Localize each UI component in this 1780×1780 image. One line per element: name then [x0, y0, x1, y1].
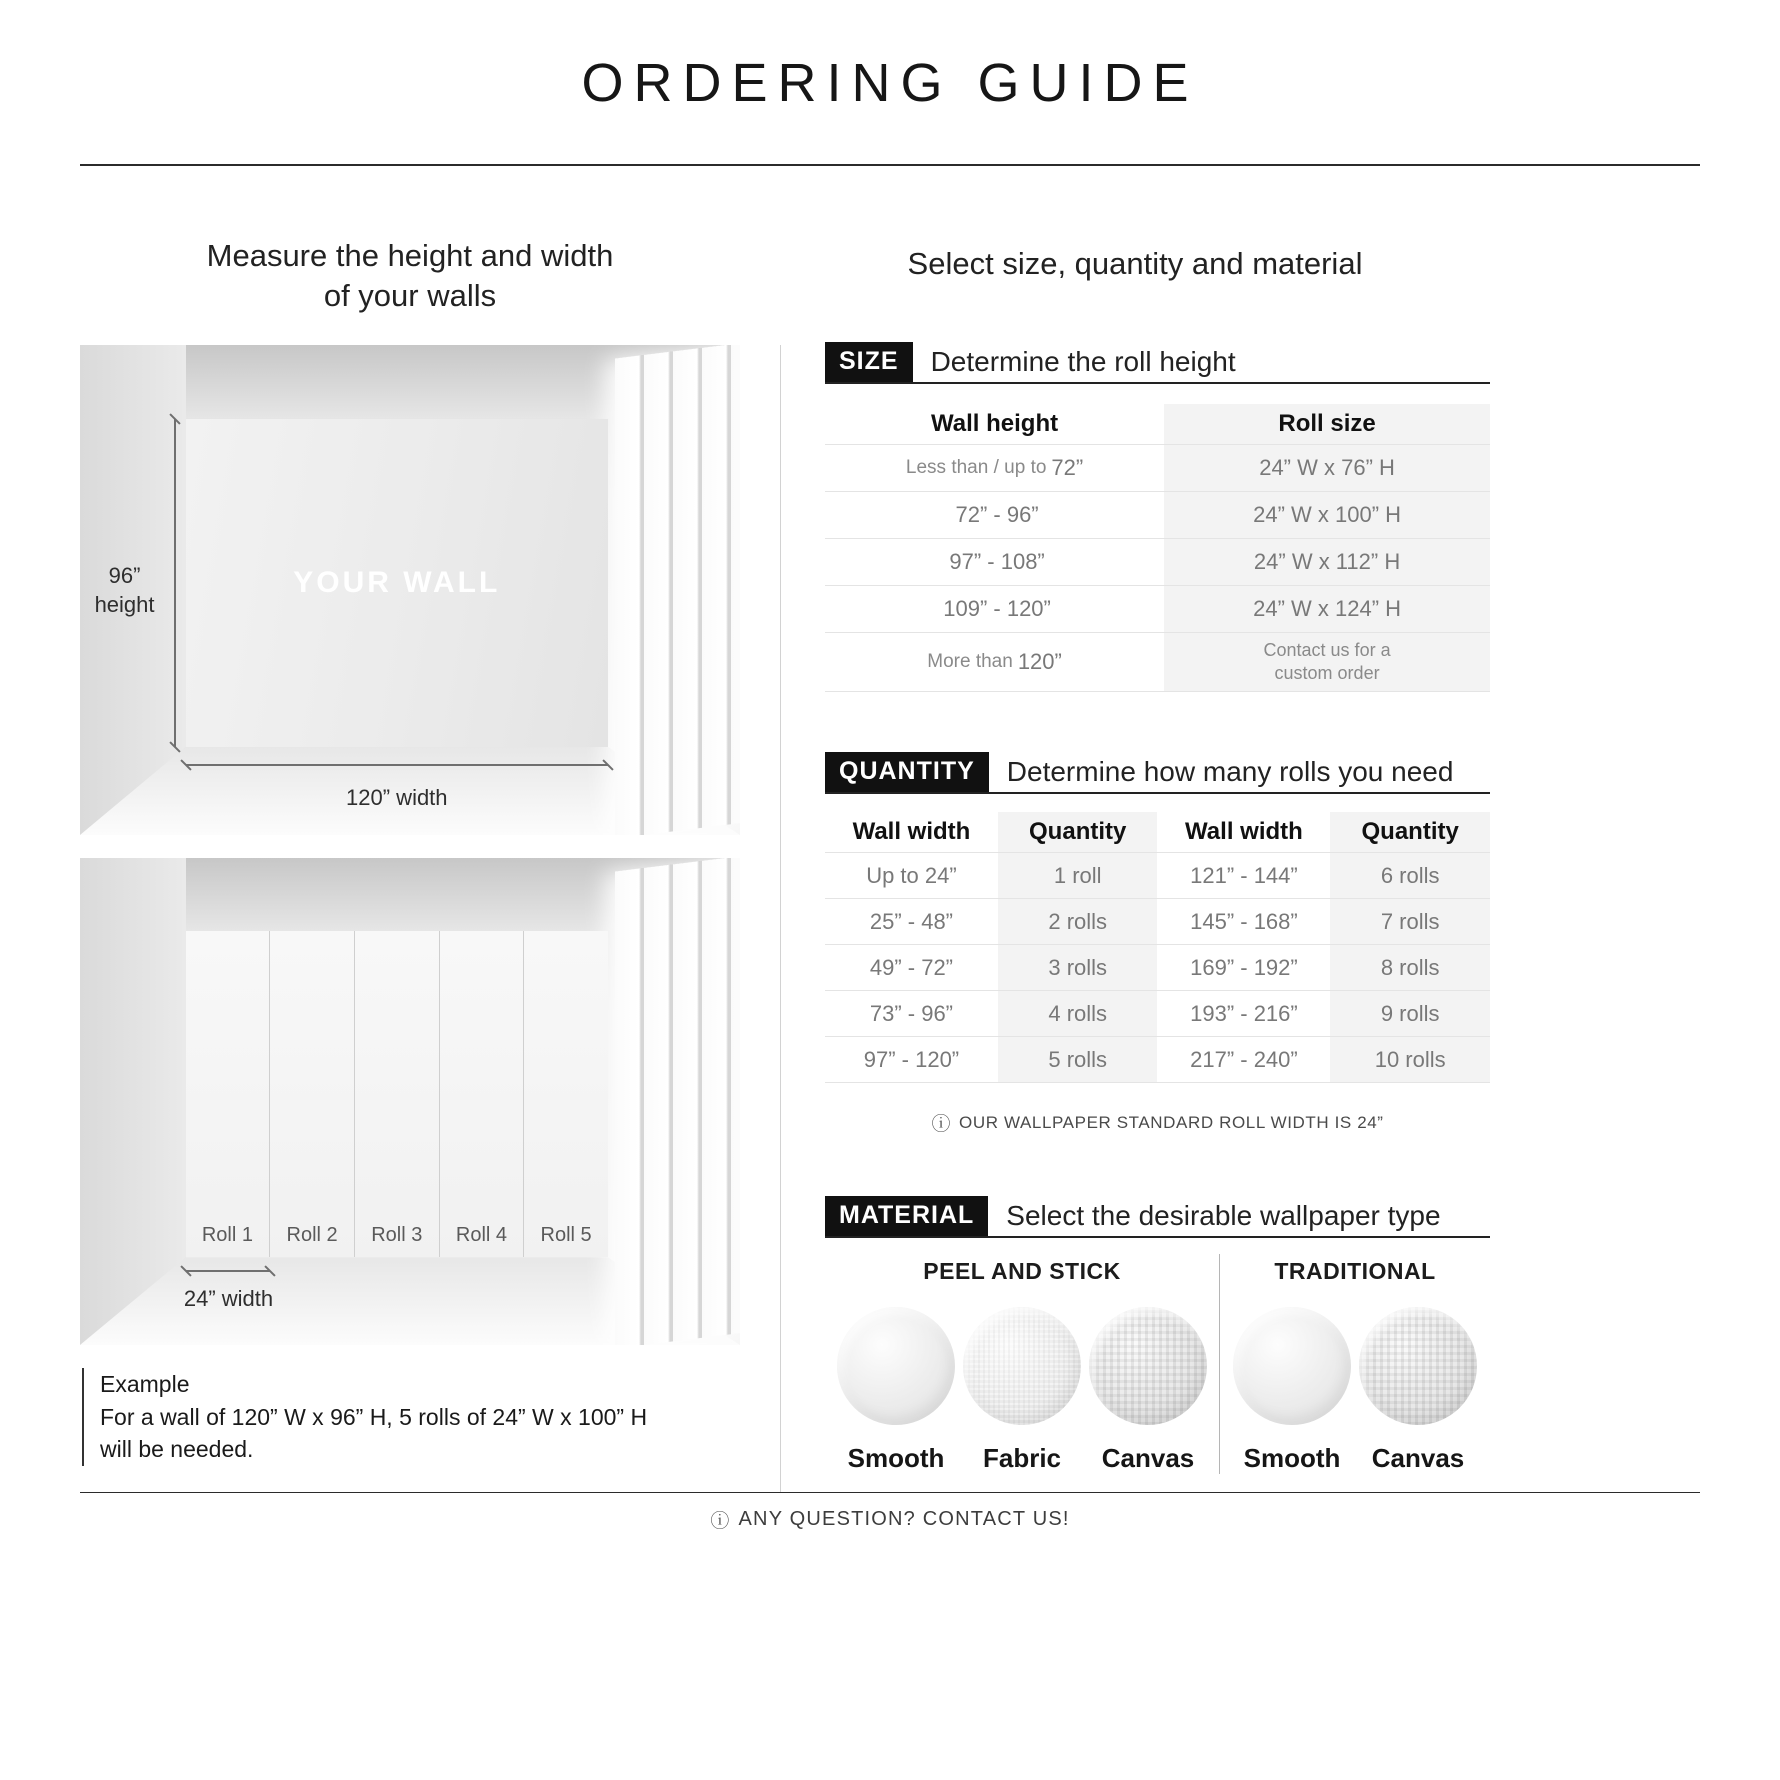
quantity-cell: 10 rolls — [1330, 1037, 1490, 1082]
roll-panel — [440, 931, 525, 1257]
swatch-row — [825, 1307, 1219, 1425]
wall-height-prefix: Less than / up to — [905, 457, 1047, 478]
column-divider — [780, 345, 781, 1492]
wall-width-cell: 49” - 72” — [869, 954, 954, 980]
size-table-row — [825, 633, 1490, 692]
roll-size-cell: 24” W x 76” H — [1164, 445, 1490, 491]
wall-height-label — [80, 561, 169, 620]
size-table-header-row — [825, 404, 1490, 445]
roll-size-cell-custom-order — [1164, 633, 1490, 691]
wall-width-cell: 169” - 192” — [1190, 954, 1298, 980]
roll-width-note-text: OUR WALLPAPER STANDARD ROLL WIDTH IS 24” — [959, 1112, 1384, 1132]
material-section-header — [825, 1196, 1490, 1238]
custom-order-line-2: custom order — [1274, 663, 1380, 683]
quantity-section-header — [825, 752, 1490, 794]
wall-height-value: 72” — [1051, 455, 1084, 480]
footer-note — [0, 1506, 1780, 1533]
wall-height-cell — [825, 445, 1164, 491]
footer-divider — [80, 1492, 1700, 1493]
roll-size-cell: 24” W x 100” H — [1164, 492, 1490, 538]
room-window — [615, 858, 740, 1345]
info-icon: ⓘ — [710, 1511, 731, 1532]
roll-width-note — [825, 1109, 1490, 1136]
swatch-smooth — [837, 1307, 955, 1425]
quantity-cell: 1 roll — [998, 853, 1158, 898]
right-column-heading: Select size, quantity and material — [907, 246, 1363, 281]
quantity-badge: QUANTITY — [825, 752, 989, 792]
quantity-cell: 3 rolls — [998, 945, 1158, 990]
roll-panel — [186, 931, 271, 1257]
roll-panels — [186, 931, 608, 1257]
quantity-col-header: Wall width — [1185, 818, 1303, 845]
quantity-cell: 6 rolls — [1330, 853, 1490, 898]
swatch-fabric — [963, 1307, 1081, 1425]
left-heading-line-2: of your walls — [323, 277, 497, 313]
roll-width-dimension-line — [186, 1270, 270, 1272]
swatch-row — [1220, 1307, 1490, 1425]
wall-width-cell: 73” - 96” — [869, 1000, 954, 1026]
swatch-label-canvas: Canvas — [1101, 1443, 1195, 1473]
quantity-cell: 7 rolls — [1330, 899, 1490, 944]
size-table-row — [825, 539, 1490, 586]
example-line-2: will be needed. — [100, 1436, 254, 1463]
quantity-table-row — [825, 945, 1490, 991]
size-col-header-wall-height: Wall height — [931, 410, 1059, 437]
page-title: ORDERING GUIDE — [581, 53, 1199, 113]
wall-width-cell: 217” - 240” — [1190, 1046, 1298, 1072]
size-subtitle: Determine the roll height — [930, 346, 1236, 377]
quantity-col-header: Wall width — [852, 818, 971, 845]
quantity-table — [825, 812, 1490, 1083]
wall-height-word: height — [94, 592, 155, 618]
quantity-cell: 4 rolls — [998, 991, 1158, 1036]
example-line-1: For a wall of 120” W x 96” H, 5 rolls of 24” W x 100” H — [100, 1403, 648, 1430]
wall-width-label: 120” width — [346, 785, 448, 811]
quantity-subtitle: Determine how many rolls you need — [1006, 756, 1454, 787]
quantity-col-header: Quantity — [1330, 812, 1490, 852]
wall-height-cell — [825, 586, 1164, 632]
size-table-row — [825, 586, 1490, 633]
roll-label: Roll 2 — [286, 1224, 338, 1247]
quantity-table-row — [825, 853, 1490, 899]
wall-width-cell: 97” - 120” — [863, 1046, 960, 1072]
room-illustration-rolls — [80, 858, 740, 1345]
quantity-cell: 8 rolls — [1330, 945, 1490, 990]
wall-height-value: 109” - 120” — [943, 596, 1051, 621]
swatch-canvas — [1359, 1307, 1477, 1425]
wall-width-cell: 193” - 216” — [1190, 1000, 1298, 1026]
size-section — [825, 342, 1490, 692]
roll-size-cell: 24” W x 112” H — [1164, 539, 1490, 585]
wall-height-value: 97” - 108” — [949, 549, 1045, 574]
quantity-section — [825, 752, 1490, 1136]
roll-width-label: 24” width — [183, 1285, 274, 1311]
wall-width-cell: 25” - 48” — [869, 908, 954, 934]
wall-height-cell — [825, 539, 1164, 585]
material-group-traditional — [1219, 1254, 1490, 1474]
size-table-row — [825, 492, 1490, 539]
your-wall-label: YOUR WALL — [293, 565, 501, 599]
quantity-cell: 9 rolls — [1330, 991, 1490, 1036]
room-illustration-measure — [80, 345, 740, 835]
size-col-header-roll-size: Roll size — [1164, 404, 1490, 444]
wall-height-value: 120” — [1017, 649, 1062, 674]
quantity-table-row — [825, 899, 1490, 945]
quantity-col-header: Quantity — [998, 812, 1158, 852]
swatch-label-smooth: Smooth — [847, 1443, 945, 1473]
wall-width-cell: 121” - 144” — [1190, 862, 1298, 888]
material-subtitle: Select the desirable wallpaper type — [1006, 1200, 1441, 1231]
example-note — [82, 1368, 730, 1466]
left-heading-line-1: Measure the height and width — [206, 238, 614, 273]
example-title: Example — [100, 1371, 190, 1397]
title-divider — [80, 164, 1700, 166]
height-dimension-line — [174, 419, 176, 747]
wall-width-cell: 145” - 168” — [1190, 908, 1298, 934]
quantity-cell: 5 rolls — [998, 1037, 1158, 1082]
width-dimension-line — [186, 764, 608, 766]
material-groups — [825, 1254, 1490, 1474]
your-wall — [186, 419, 608, 747]
quantity-cell: 2 rolls — [998, 899, 1158, 944]
wall-height-cell — [825, 633, 1164, 691]
roll-label: Roll 3 — [371, 1224, 423, 1247]
material-group-peel-and-stick — [825, 1254, 1219, 1474]
wall-height-value: 96” — [108, 562, 141, 588]
roll-size-cell: 24” W x 124” H — [1164, 586, 1490, 632]
swatch-label-fabric: Fabric — [982, 1443, 1062, 1473]
roll-panel — [355, 931, 440, 1257]
size-badge: SIZE — [825, 342, 913, 382]
swatch-canvas — [1089, 1307, 1207, 1425]
quantity-table-row — [825, 991, 1490, 1037]
size-table — [825, 404, 1490, 692]
swatch-labels — [1220, 1443, 1490, 1474]
roll-label: Roll 4 — [455, 1224, 508, 1247]
wall-width-cell: Up to 24” — [866, 862, 957, 888]
material-group-name: PEEL AND STICK — [923, 1258, 1121, 1284]
quantity-table-row — [825, 1037, 1490, 1083]
wall-height-cell — [825, 492, 1164, 538]
swatch-labels — [825, 1443, 1219, 1474]
roll-panel — [524, 931, 608, 1257]
size-table-row — [825, 445, 1490, 492]
swatch-smooth — [1233, 1307, 1351, 1425]
material-badge: MATERIAL — [825, 1196, 988, 1236]
room-window — [615, 345, 740, 835]
size-section-header — [825, 342, 1490, 384]
wall-height-value: 72” - 96” — [955, 502, 1039, 527]
left-column-heading — [80, 236, 740, 315]
roll-label: Roll 5 — [540, 1224, 592, 1247]
roll-label: Roll 1 — [201, 1224, 253, 1247]
swatch-label-smooth: Smooth — [1243, 1443, 1341, 1473]
custom-order-line-1: Contact us for a — [1263, 639, 1391, 660]
quantity-table-header-row — [825, 812, 1490, 853]
material-group-name: TRADITIONAL — [1274, 1258, 1436, 1284]
material-section — [825, 1196, 1490, 1474]
wall-height-prefix: More than — [927, 651, 1013, 672]
info-icon: ⓘ — [931, 1114, 952, 1135]
roll-panel — [270, 931, 355, 1257]
swatch-label-canvas: Canvas — [1371, 1443, 1465, 1473]
footer-note-text: ANY QUESTION? CONTACT US! — [738, 1508, 1070, 1530]
